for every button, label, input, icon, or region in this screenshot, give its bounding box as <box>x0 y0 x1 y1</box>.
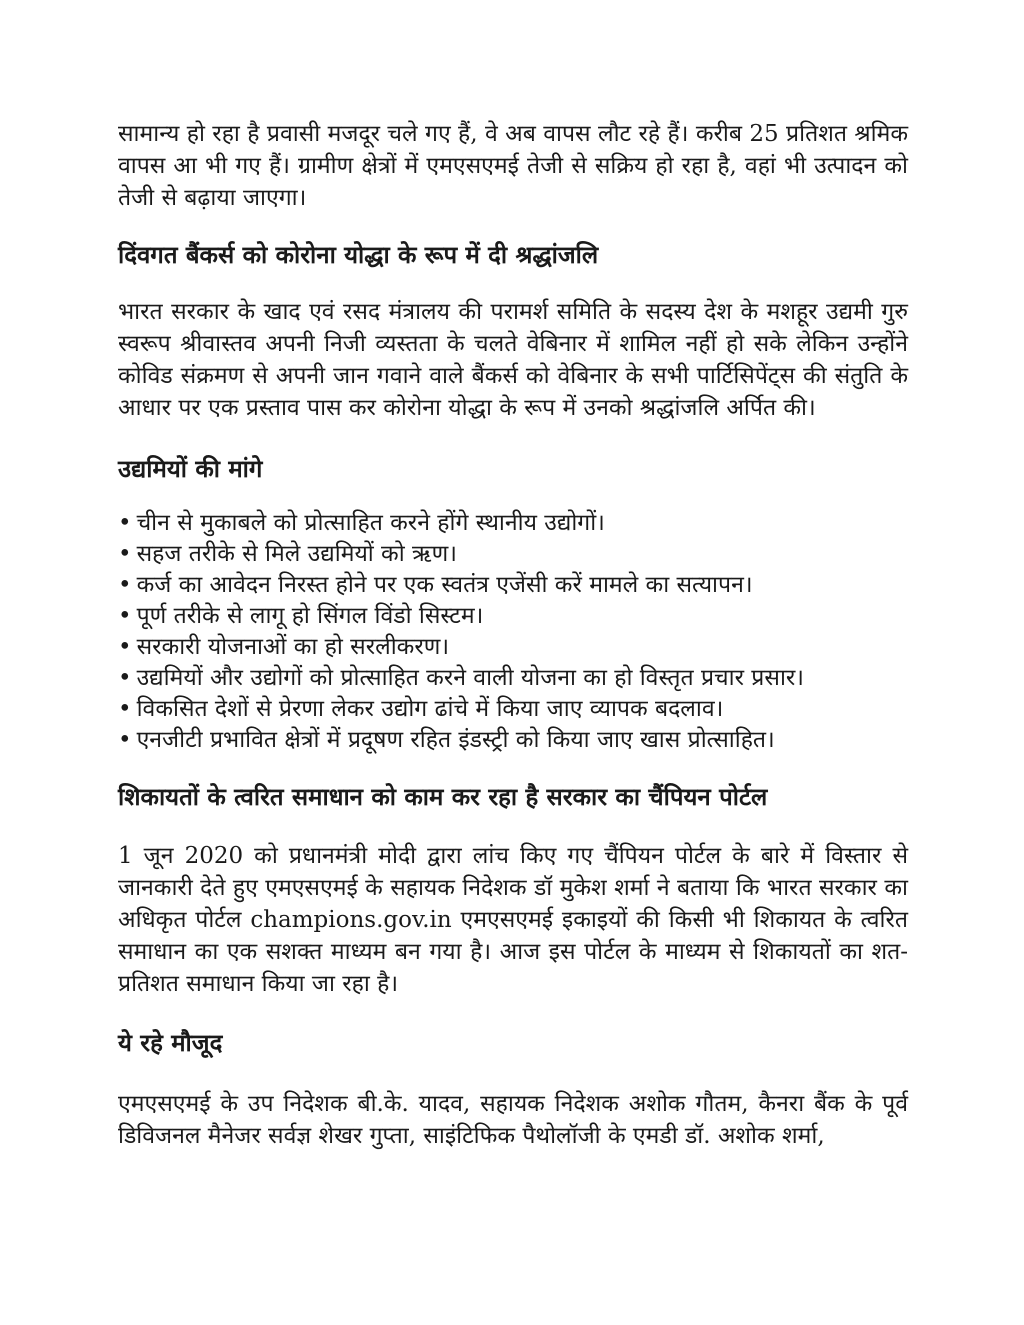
list-item-text: एनजीटी प्रभावित क्षेत्रों में प्रदूषण रहित इंडस्ट्री को किया जाए खास प्रोत्साहित। <box>136 727 775 753</box>
bullet-icon: • <box>118 541 132 567</box>
list-item-text: सरकारी योजनाओं का हो सरलीकरण। <box>136 634 450 660</box>
present-heading: ये रहे मौजूद <box>118 1029 223 1057</box>
list-item-text: कर्ज का आवेदन निरस्त होने पर एक स्वतंत्र एजेंसी करें मामले का सत्यापन। <box>136 572 753 598</box>
bullet-icon: • <box>118 696 132 722</box>
list-item <box>118 725 908 756</box>
list-item <box>118 663 908 694</box>
present-paragraph: एमएसएमई के उप निदेशक बी.के. यादव, सहायक निदेशक अशोक गौतम, कैनरा बैंक के पूर्व डिविजनल मैनेजर सर्वज्ञ शेखर गुप्ता, साइंटिफिक पैथोलॉजी के एमडी डॉ. अशोक शर्मा, <box>118 1091 908 1149</box>
list-item-text: चीन से मुकाबले को प्रोत्साहित करने होंगे स्थानीय उद्योगों। <box>136 510 605 536</box>
bullet-icon: • <box>118 572 132 598</box>
demands-list <box>118 508 908 756</box>
list-item <box>118 508 908 539</box>
bullet-icon: • <box>118 665 132 691</box>
bullet-icon: • <box>118 634 132 660</box>
tribute-heading: दिंवगत बैंकर्स को कोरोना योद्धा के रूप में दी श्रद्धांजलि <box>118 241 599 269</box>
list-item <box>118 539 908 570</box>
intro-paragraph: सामान्य हो रहा है प्रवासी मजदूर चले गए हैं, वे अब वापस लौट रहे हैं। करीब 25 प्रतिशत श्रमिक वापस आ भी गए हैं। ग्रामीण क्षेत्रों में एमएसएमई तेजी से सक्रिय हो रहा है, वहां भी उत्पादन को तेजी से बढ़ाया जाएगा। <box>118 121 908 211</box>
list-item-text: पूर्ण तरीके से लागू हो सिंगल विंडो सिस्टम। <box>136 603 484 629</box>
bullet-icon: • <box>118 603 132 629</box>
bullet-icon: • <box>118 727 132 753</box>
portal-heading: शिकायतों के त्वरित समाधान को काम कर रहा है सरकार का चैंपियन पोर्टल <box>118 783 768 811</box>
list-item <box>118 570 908 601</box>
bullet-icon: • <box>118 510 132 536</box>
list-item-text: विकसित देशों से प्रेरणा लेकर उद्योग ढांचे में किया जाए व्यापक बदलाव। <box>136 696 724 722</box>
list-item-text: सहज तरीके से मिले उद्यमियों को ऋण। <box>136 541 457 567</box>
portal-paragraph: 1 जून 2020 को प्रधानमंत्री मोदी द्वारा लांच किए गए चैंपियन पोर्टल के बारे में विस्तार से जानकारी देते हुए एमएसएमई के सहायक निदेशक डॉ मुकेश शर्मा ने बताया कि भारत सरकार का अधिकृत पोर्टल champions.gov.in एमएसएमई इकाइयों की किसी भी शिकायत के त्वरित समाधान का एक सशक्त माध्यम बन गया है। आज इस पोर्टल के माध्यम से शिकायतों का शत-प्रतिशत समाधान किया जा रहा है। <box>118 843 908 997</box>
list-item <box>118 632 908 663</box>
demands-heading: उद्यमियों की मांगे <box>118 455 263 483</box>
tribute-paragraph: भारत सरकार के खाद एवं रसद मंत्रालय की परामर्श समिति के सदस्य देश के मशहूर उद्यमी गुरु स्वरूप श्रीवास्तव अपनी निजी व्यस्तता के चलते वेबिनार में शामिल नहीं हो सके लेकिन उन्होंने कोविड संक्रमण से अपनी जान गवाने वाले बैंकर्स को वेबिनार के सभी पार्टिसिपेंट्स की संतुति के आधार पर एक प्रस्ताव पास कर कोरोना योद्धा के रूप में उनको श्रद्धांजलि अर्पित की। <box>118 299 908 421</box>
list-item-text: उद्यमियों और उद्योगों को प्रोत्साहित करने वाली योजना का हो विस्तृत प्रचार प्रसार। <box>136 665 805 691</box>
list-item <box>118 694 908 725</box>
list-item <box>118 601 908 632</box>
document-page <box>118 118 908 1152</box>
